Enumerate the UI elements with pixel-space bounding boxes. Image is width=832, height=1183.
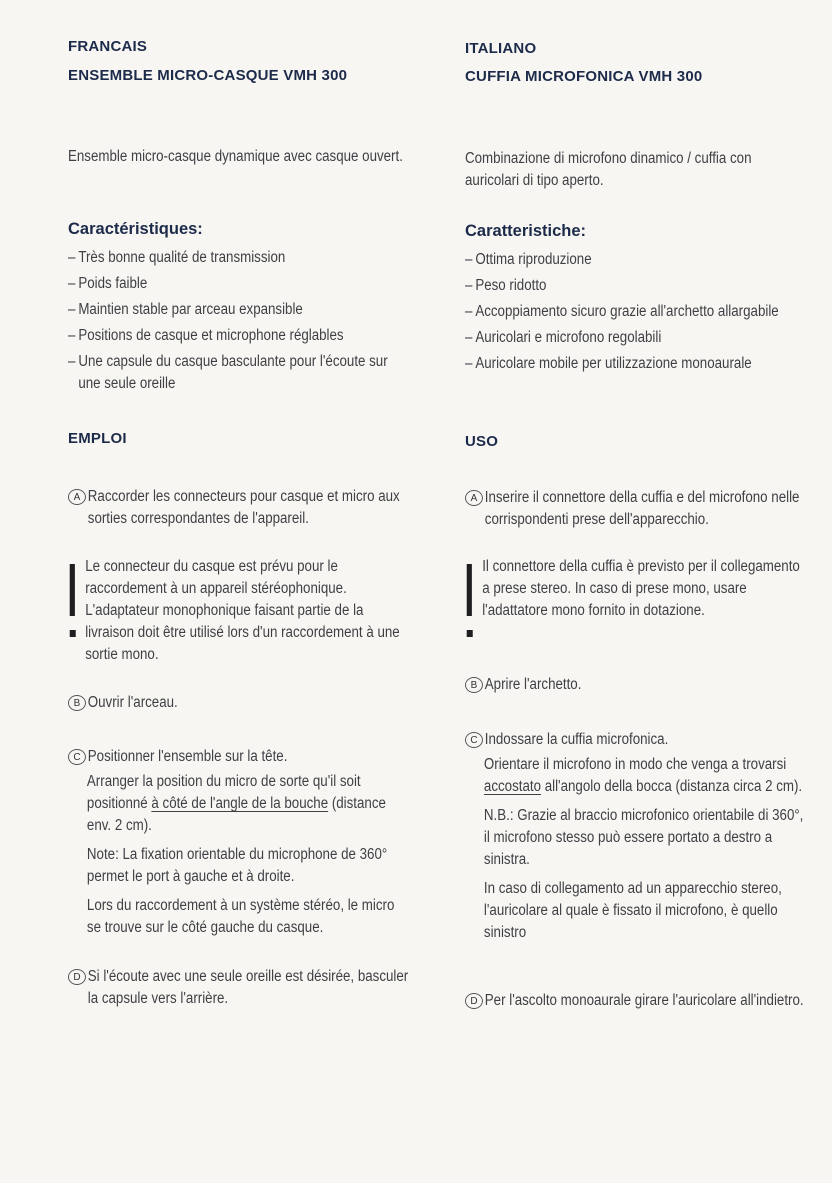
step-a-text: Raccorder les connecteurs pour casque et micro aux sorties correspondantes de l'appareil. bbox=[87, 488, 400, 527]
step-badge-c: C bbox=[68, 749, 86, 765]
features-list bbox=[465, 249, 806, 379]
step-badge-a: A bbox=[465, 490, 483, 506]
exclamation-icon bbox=[68, 556, 85, 666]
usage-heading: USO bbox=[465, 433, 499, 450]
step-badge-b: B bbox=[68, 695, 86, 711]
step-badge-d: D bbox=[68, 969, 86, 985]
warning-note bbox=[465, 556, 806, 622]
step-d-text: Per l'ascolto monoaurale girare l'auricolare all'indietro. bbox=[484, 992, 804, 1009]
intro-text: Ensemble micro-casque dynamique avec casque ouvert. bbox=[68, 148, 403, 165]
step-b bbox=[68, 692, 409, 714]
product-title: ENSEMBLE MICRO-CASQUE VMH 300 bbox=[68, 67, 348, 84]
step-c bbox=[465, 729, 806, 951]
features-heading: Caractéristiques: bbox=[68, 220, 203, 238]
step-badge-d: D bbox=[465, 993, 483, 1009]
feature-item: – Maintien stable par arceau expansible bbox=[68, 301, 303, 318]
step-b bbox=[465, 674, 806, 696]
feature-item: – Poids faible bbox=[68, 275, 148, 292]
warning-note bbox=[68, 556, 409, 666]
step-d bbox=[68, 966, 409, 1010]
step-badge-b: B bbox=[465, 677, 483, 693]
features-list bbox=[68, 247, 409, 399]
step-b-text: Ouvrir l'arceau. bbox=[87, 694, 178, 711]
step-c bbox=[68, 746, 409, 946]
step-c-text: Positionner l'ensemble sur la tête. bbox=[87, 748, 288, 765]
language-heading: FRANCAIS bbox=[68, 38, 148, 55]
features-heading: Caratteristiche: bbox=[465, 222, 587, 240]
step-c-note: N.B.: Grazie al braccio microfonico orientabile di 360°, il microfono stesso può essere portato a destro a sinistra. bbox=[483, 807, 804, 868]
feature-item: – Auricolare mobile per utilizzazione monoaurale bbox=[465, 355, 752, 372]
feature-item: – Accoppiamento sicuro grazie all'archetto allargabile bbox=[465, 303, 779, 320]
feature-item: – Auricolari e microfono regolabili bbox=[465, 329, 662, 346]
language-heading: ITALIANO bbox=[465, 40, 537, 57]
feature-item: – Positions de casque et microphone réglables bbox=[68, 327, 344, 344]
step-c-paragraph: Arranger la position du micro de sorte qu'il soit positionné à côté de l'angle de la bouche (distance env. 2 cm). bbox=[86, 773, 386, 834]
step-c-stereo-note: In caso di collegamento ad un apparecchio stereo, l'auricolare al quale è fissato il microfono, è quello sinistro bbox=[483, 880, 782, 941]
step-c-note: Note: La fixation orientable du microphone de 360° permet le port à gauche et à droite. bbox=[86, 846, 388, 885]
step-badge-a: A bbox=[68, 489, 86, 505]
warning-text: Il connettore della cuffia è previsto per il collegamento a prese stereo. In caso di prese mono, usare l'adattatore mono fornito in dotazione. bbox=[482, 558, 800, 619]
warning-text: Le connecteur du casque est prévu pour le raccordement à un appareil stéréophonique. L'adaptateur monophonique faisant partie de la livraison doit être utilisé lors d'un raccordement à une sortie mono. bbox=[85, 558, 400, 663]
product-title: CUFFIA MICROFONICA VMH 300 bbox=[465, 68, 703, 85]
usage-heading: EMPLOI bbox=[68, 430, 127, 447]
intro-text: Combinazione di microfono dinamico / cuffia con auricolari di tipo aperto. bbox=[465, 150, 752, 189]
feature-item: – Très bonne qualité de transmission bbox=[68, 249, 286, 266]
feature-item: – Ottima riproduzione bbox=[465, 251, 592, 268]
step-c-paragraph: Orientare il microfono in modo che venga a trovarsi accostato all'angolo della bocca (distanza circa 2 cm). bbox=[483, 756, 803, 795]
step-c-stereo-note: Lors du raccordement à un système stéréo, le micro se trouve sur le côté gauche du casque. bbox=[86, 897, 395, 936]
feature-item: – Une capsule du casque basculante pour l'écoute sur une seule oreille bbox=[68, 353, 388, 392]
step-a bbox=[465, 487, 806, 531]
step-a-text: Inserire il connettore della cuffia e del microfono nelle corrispondenti prese dell'apparecchio. bbox=[484, 489, 800, 528]
step-badge-c: C bbox=[465, 732, 483, 748]
step-b-text: Aprire l'archetto. bbox=[484, 676, 582, 693]
exclamation-icon bbox=[465, 556, 482, 622]
feature-item: – Peso ridotto bbox=[465, 277, 547, 294]
step-a bbox=[68, 486, 409, 530]
step-d-text: Si l'écoute avec une seule oreille est désirée, basculer la capsule vers l'arrière. bbox=[87, 968, 409, 1007]
step-d bbox=[465, 990, 806, 1012]
step-c-text: Indossare la cuffia microfonica. bbox=[484, 731, 669, 748]
